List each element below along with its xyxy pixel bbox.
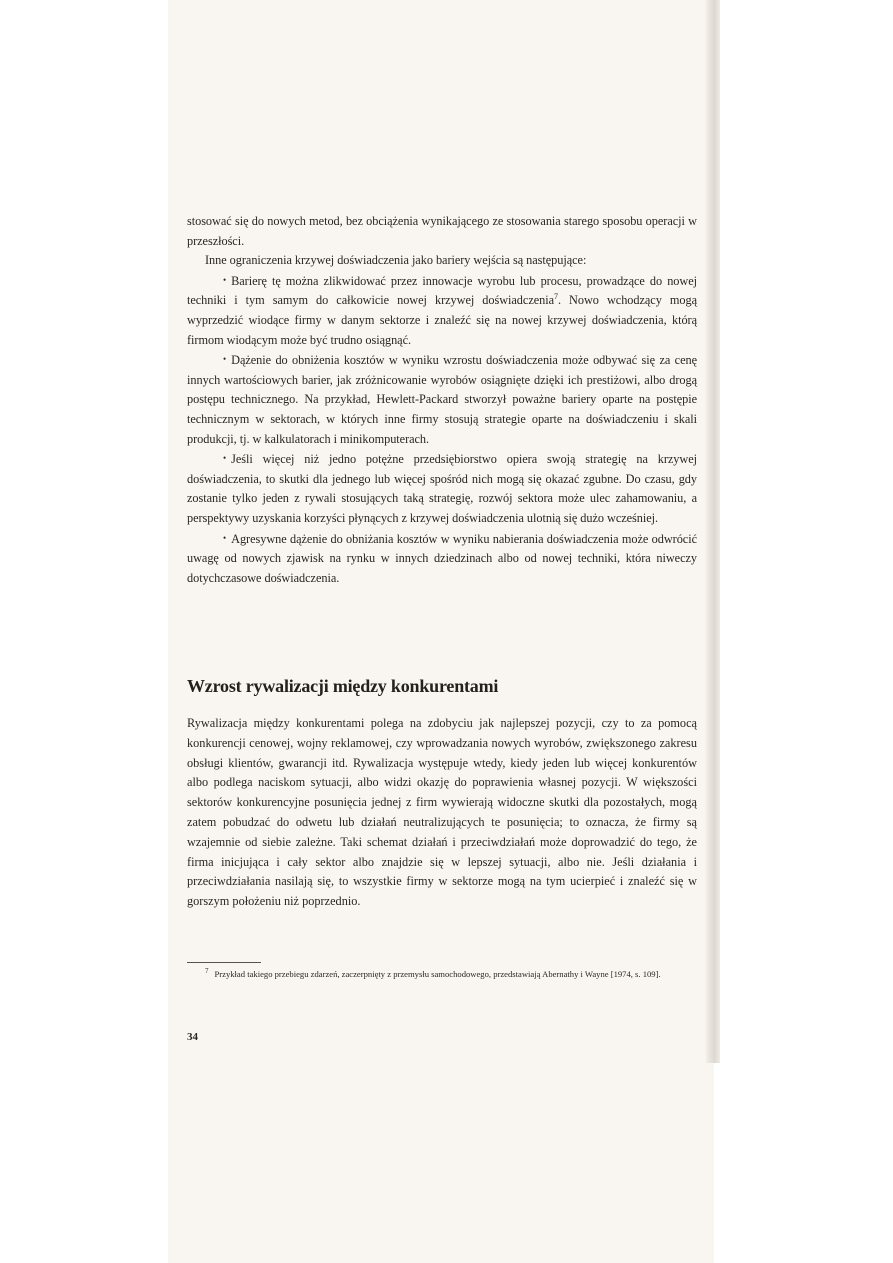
section-heading: Wzrost rywalizacji między konkurentami xyxy=(187,676,499,696)
footnote-number: 7 xyxy=(205,967,209,976)
bullet-icon: • xyxy=(223,532,227,543)
bullet-item-4 xyxy=(187,529,697,589)
bullet-icon: • xyxy=(223,354,227,365)
main-text xyxy=(187,212,697,588)
bullet-text-3: Jeśli więcej niż jedno potężne przedsiębiorstwo opiera swoją strategię na krzywej doświadczenia, to skutki dla jednego lub więcej spośród nich mogą się okazać zgubne. Do czasu, gdy zostanie tylko jeden z rywali stosujących taką strategię, rozwój sektora może ulec zahamowaniu, a perspektywy uzyskania korzyści płynących z krzywej doświadczenia ulotnią się dużo wcześniej. xyxy=(187,452,697,525)
paragraph-intro: Inne ograniczenia krzywej doświadczenia jako bariery wejścia są następujące: xyxy=(205,253,587,268)
bullet-text-2: Dążenie do obniżenia kosztów w wyniku wzrostu doświadczenia może odbywać się za cenę innych wartościowych barier, jak zróżnicowanie wyrobów osiągnięte dzięki ich prestiżowi, albo drogą postępu technicznego. Na przykład, Hewlett-Packard stworzył poważne bariery oparte na postępie technicznym w sektorach, w których inne firmy stosują strategie oparte na doświadczeniu i skali produkcji, tj. w kalkulatorach i minikomputerach. xyxy=(187,353,697,446)
page-gutter-shadow xyxy=(706,0,720,1063)
footnote xyxy=(187,968,697,981)
footnote-reference: 7 xyxy=(554,292,558,302)
bullet-item-3 xyxy=(187,449,697,528)
bullet-icon: • xyxy=(223,453,227,464)
section-paragraph: Rywalizacja między konkurentami polega na zdobyciu jak najlepszej pozycji, czy to za pomocą konkurencji cenowej, wojny reklamowej, czy wprowadzania nowych wyrobów, zwiększonego zakresu obsługi klientów, gwarancji itd. Rywalizacja występuje wtedy, kiedy jeden lub więcej konkurentów albo podlega naciskom sytuacji, albo widzi okazję do poprawienia własnej pozycji. W większości sektorów konkurencyjne posunięcia jednej z firm wywierają widoczne skutki dla pozostałych, mogą zatem pobudzać do odwetu lub działań neutralizujących te posunięcia; to oznacza, że firmy są wzajemnie od siebie zależne. Taki schemat działań i przeciwdziałań może doprowadzić do tego, że firma inicjująca i cały sektor albo znajdzie się w lepszej sytuacji, albo nie. Jeśli działania i przeciwdziałania nasilają się, to wszystkie firmy w sektorze mogą na tym ucierpieć i znaleźć się w gorszym położeniu niż poprzednio. xyxy=(187,716,697,909)
footnote-text: Przykład takiego przebiegu zdarzeń, zaczerpnięty z przemysłu samochodowego, przedstawiają Abernathy i Wayne [1974, s. 109]. xyxy=(214,969,661,979)
bullet-item-1 xyxy=(187,271,697,350)
bullet-icon: • xyxy=(223,274,227,285)
paragraph-continuation: stosować się do nowych metod, bez obciążenia wynikającego ze stosowania starego sposobu operacji w przeszłości. xyxy=(187,214,697,248)
book-page xyxy=(168,0,714,1263)
footnote-divider xyxy=(187,962,261,963)
bullet-item-2 xyxy=(187,350,697,449)
bullet-text-1b: . Nowo wchodzący mogą wyprzedzić wiodące firmy w danym sektorze i znaleźć się na nowej krzywej doświadczenia, którą firmom wiodącym może być trudno osiągnąć. xyxy=(187,293,697,347)
bullet-text-4: Agresywne dążenie do obniżania kosztów w wyniku nabierania doświadczenia może odwrócić uwagę od nowych zjawisk na rynku w innych dziedzinach albo od nowej techniki, która niweczy dotychczasowe doświadczenia. xyxy=(187,531,697,585)
bullet-text-1a: Barierę tę można zlikwidować przez innowacje wyrobu lub procesu, prowadzące do nowej techniki i tym samym do całkowicie nowej krzywej doświadczenia xyxy=(187,273,697,308)
section-body xyxy=(187,714,697,912)
page-number: 34 xyxy=(187,1031,198,1043)
